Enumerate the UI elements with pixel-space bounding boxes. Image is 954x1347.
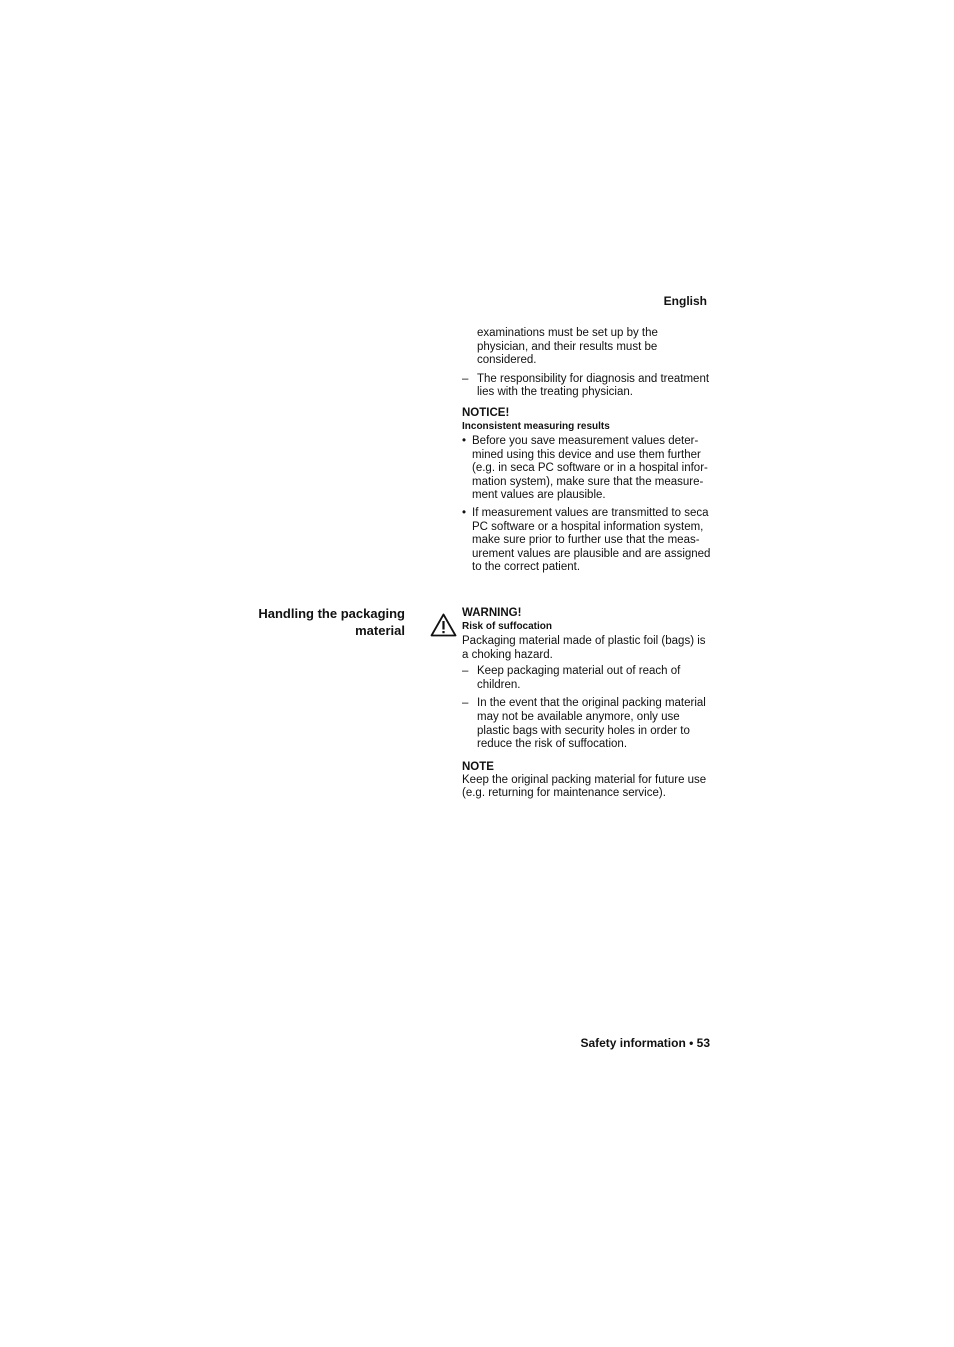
list-item xyxy=(462,665,712,692)
page-footer: Safety information • 53 xyxy=(580,1036,710,1050)
continuation-text: examinations must be set up by the physician, and their results must be considered. xyxy=(477,327,658,367)
intro-block xyxy=(462,327,712,400)
list-item xyxy=(462,373,712,400)
dash-marker: – xyxy=(462,665,469,678)
warning-block xyxy=(462,606,712,801)
notice-label: NOTICE! xyxy=(462,407,510,419)
section-heading xyxy=(230,605,405,639)
notice-block xyxy=(462,406,712,575)
dash-marker: – xyxy=(462,372,469,385)
section-heading-line-1: Handling the packaging xyxy=(258,606,405,621)
warning-dash-2: In the event that the original packing material may not be available anymore, only use plastic bags with security holes in order to reduce the risk of suffocation. xyxy=(477,697,706,751)
warning-dash-1: Keep packaging material out of reach of children. xyxy=(477,665,681,691)
dash-marker: – xyxy=(462,697,469,710)
list-item xyxy=(462,697,712,751)
warning-triangle-icon xyxy=(430,613,457,637)
note-label: NOTE xyxy=(462,760,494,773)
warning-label: WARNING! xyxy=(462,607,522,619)
notice-subtitle: Inconsistent measuring results xyxy=(462,421,610,432)
note-body: Keep the original packing material for future use (e.g. returning for maintenance service). xyxy=(462,773,707,800)
warning-body: Packaging material made of plastic foil (bags) is a choking hazard. xyxy=(462,635,706,661)
language-label: English xyxy=(663,294,707,308)
list-item xyxy=(462,507,712,575)
section-heading-line-2: material xyxy=(355,623,405,638)
notice-bullet-2: If measurement values are transmitted to seca PC software or a hospital information system, make sure prior to further use that the meas-urement values are plausible and are assigned to the correct patient. xyxy=(472,506,711,574)
bullet-marker: • xyxy=(462,435,467,447)
warning-subtitle: Risk of suffocation xyxy=(462,621,553,632)
notice-bullet-1: Before you save measurement values deter-mined using this device and use them further (e.g. in seca PC software or in a hospital infor-mation system), make sure that the measure-ment values are plausible. xyxy=(472,435,708,502)
list-item xyxy=(462,435,712,503)
bullet-marker: • xyxy=(462,506,467,519)
responsibility-text: The responsibility for diagnosis and treatment lies with the treating physician. xyxy=(477,372,710,399)
